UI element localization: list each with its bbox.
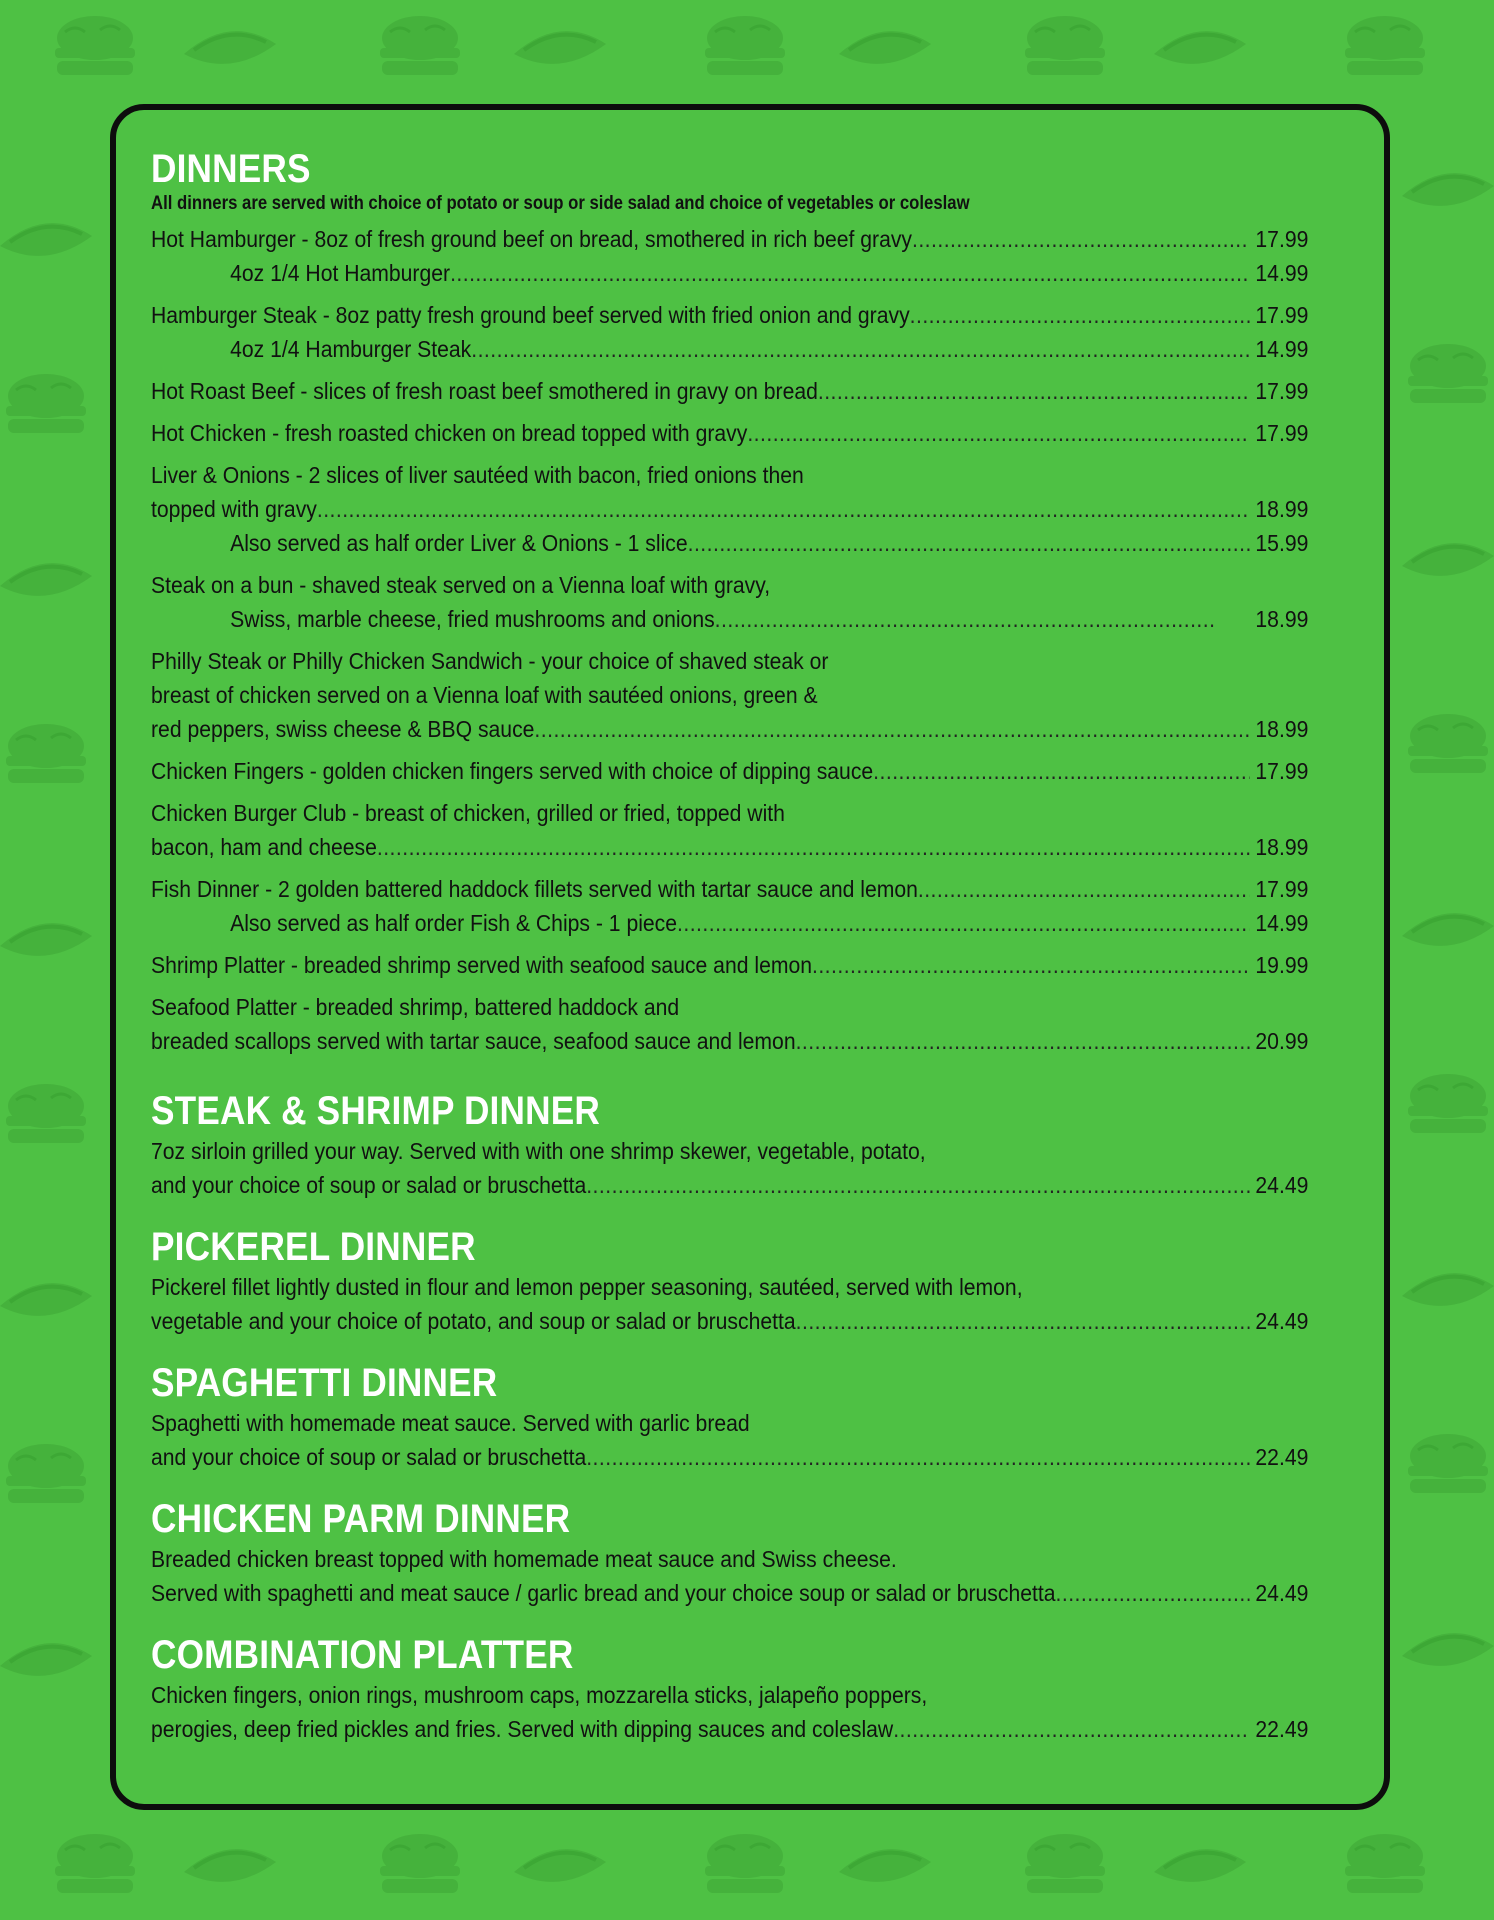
menu-item-cont: vegetable and your choice of potato, and soup or salad or bruschetta ..... 24.49 — [151, 1304, 1308, 1338]
pattern-left-col — [0, 223, 92, 1676]
item-price: 17.99 — [1255, 420, 1309, 446]
menu-content — [151, 146, 1308, 1746]
item-price: 17.99 — [1255, 876, 1309, 902]
menu-item: Shrimp Platter - breaded shrimp served with seafood sauce and lemon ..... 19.99 — [151, 948, 1308, 982]
menu-item-cont: breaded scallops served with tartar sauce, seafood sauce and lemon ..... 20.99 — [151, 1024, 1308, 1058]
dinners-subtitle: All dinners are served with choice of potato or soup or side salad and choice of vegetables or coleslaw — [151, 193, 970, 214]
item-price: 17.99 — [1255, 302, 1309, 328]
menu-item-cont: breast of chicken served on a Vienna loaf with sautéed onions, green & — [151, 682, 818, 708]
item-price: 24.49 — [1255, 1172, 1309, 1198]
item-price: 24.49 — [1255, 1308, 1309, 1334]
item-price: 14.99 — [1255, 910, 1309, 936]
menu-item: Pickerel fillet lightly dusted in flour and lemon pepper seasoning, sautéed, served with lemon, — [151, 1274, 1023, 1300]
menu-subitem: Also served as half order Liver & Onions - 1 slice ..... 15.99 — [151, 526, 1308, 560]
menu-item-cont: and your choice of soup or salad or bruschetta ..... 24.49 — [151, 1168, 1308, 1202]
item-price: 17.99 — [1255, 378, 1309, 404]
item-price: 18.99 — [1255, 716, 1309, 742]
menu-item: Hot Roast Beef - slices of fresh roast beef smothered in gravy on bread ..... 17.99 — [151, 374, 1308, 408]
pattern-bottom-row — [55, 1834, 1425, 1893]
section-title-combination: COMBINATION PLATTER — [151, 1633, 574, 1677]
section-title-spaghetti: SPAGHETTI DINNER — [151, 1361, 498, 1405]
menu-item-cont: Served with spaghetti and meat sauce / garlic bread and your choice soup or salad or bruschetta ..... 24.49 — [151, 1576, 1308, 1610]
section-title-dinners: DINNERS — [151, 147, 311, 191]
menu-item-cont: Swiss, marble cheese, fried mushrooms and onions ..... 18.99 — [151, 602, 1308, 636]
item-price: 14.99 — [1255, 260, 1309, 286]
menu-subitem: Also served as half order Fish & Chips - 1 piece ..... 14.99 — [151, 906, 1308, 940]
item-price: 22.49 — [1255, 1716, 1309, 1742]
menu-item: Chicken fingers, onion rings, mushroom caps, mozzarella sticks, jalapeño poppers, — [151, 1682, 928, 1708]
menu-item-cont: and your choice of soup or salad or bruschetta ..... 22.49 — [151, 1440, 1308, 1474]
section-title-steak-shrimp: STEAK & SHRIMP DINNER — [151, 1089, 600, 1133]
item-price: 22.49 — [1255, 1444, 1309, 1470]
menu-item: Liver & Onions - 2 slices of liver sautéed with bacon, fried onions then — [151, 462, 804, 488]
menu-item: Steak on a bun - shaved steak served on a Vienna loaf with gravy, — [151, 572, 771, 598]
menu-item: Breaded chicken breast topped with homemade meat sauce and Swiss cheese. — [151, 1546, 897, 1572]
item-price: 18.99 — [1255, 496, 1309, 522]
menu-item-cont: topped with gravy ..... 18.99 — [151, 492, 1308, 526]
menu-item-cont: red peppers, swiss cheese & BBQ sauce ..... 18.99 — [151, 712, 1308, 746]
item-price: 18.99 — [1255, 606, 1309, 632]
item-price: 14.99 — [1255, 336, 1309, 362]
menu-item: Chicken Burger Club - breast of chicken, grilled or fried, topped with — [151, 800, 785, 826]
item-price: 17.99 — [1255, 226, 1309, 252]
menu-item: Spaghetti with homemade meat sauce. Served with garlic bread — [151, 1410, 750, 1436]
menu-subitem: 4oz 1/4 Hot Hamburger ..... 14.99 — [151, 256, 1308, 290]
menu-subitem: 4oz 1/4 Hamburger Steak ..... 14.99 — [151, 332, 1308, 366]
menu-item: Hot Chicken - fresh roasted chicken on bread topped with gravy ..... 17.99 — [151, 416, 1308, 450]
item-price: 24.49 — [1255, 1580, 1309, 1606]
menu-item-cont: perogies, deep fried pickles and fries. Served with dipping sauces and coleslaw ..... 22.49 — [151, 1712, 1308, 1746]
item-price: 20.99 — [1255, 1028, 1309, 1054]
item-price: 17.99 — [1255, 758, 1309, 784]
item-price: 15.99 — [1255, 530, 1309, 556]
menu-item: Chicken Fingers - golden chicken fingers served with choice of dipping sauce ..... 17.99 — [151, 754, 1308, 788]
section-title-pickerel: PICKEREL DINNER — [151, 1225, 476, 1269]
menu-item: Philly Steak or Philly Chicken Sandwich - your choice of shaved steak or — [151, 648, 829, 674]
menu-item: Hamburger Steak - 8oz patty fresh ground beef served with fried onion and gravy ..... 17.99 — [151, 298, 1308, 332]
pattern-right-col — [1402, 173, 1494, 1666]
item-price: 18.99 — [1255, 834, 1309, 860]
menu-item: 7oz sirloin grilled your way. Served with with one shrimp skewer, vegetable, potato, — [151, 1138, 926, 1164]
item-price: 19.99 — [1255, 952, 1309, 978]
section-title-chicken-parm: CHICKEN PARM DINNER — [151, 1497, 571, 1541]
pattern-top-row — [55, 16, 1425, 75]
menu-item: Hot Hamburger - 8oz of fresh ground beef on bread, smothered in rich beef gravy ..... 17.99 — [151, 222, 1308, 256]
menu-item: Fish Dinner - 2 golden battered haddock fillets served with tartar sauce and lemon ..... 17.99 — [151, 872, 1308, 906]
menu-item-cont: bacon, ham and cheese ..... 18.99 — [151, 830, 1308, 864]
menu-item: Seafood Platter - breaded shrimp, battered haddock and — [151, 994, 680, 1020]
